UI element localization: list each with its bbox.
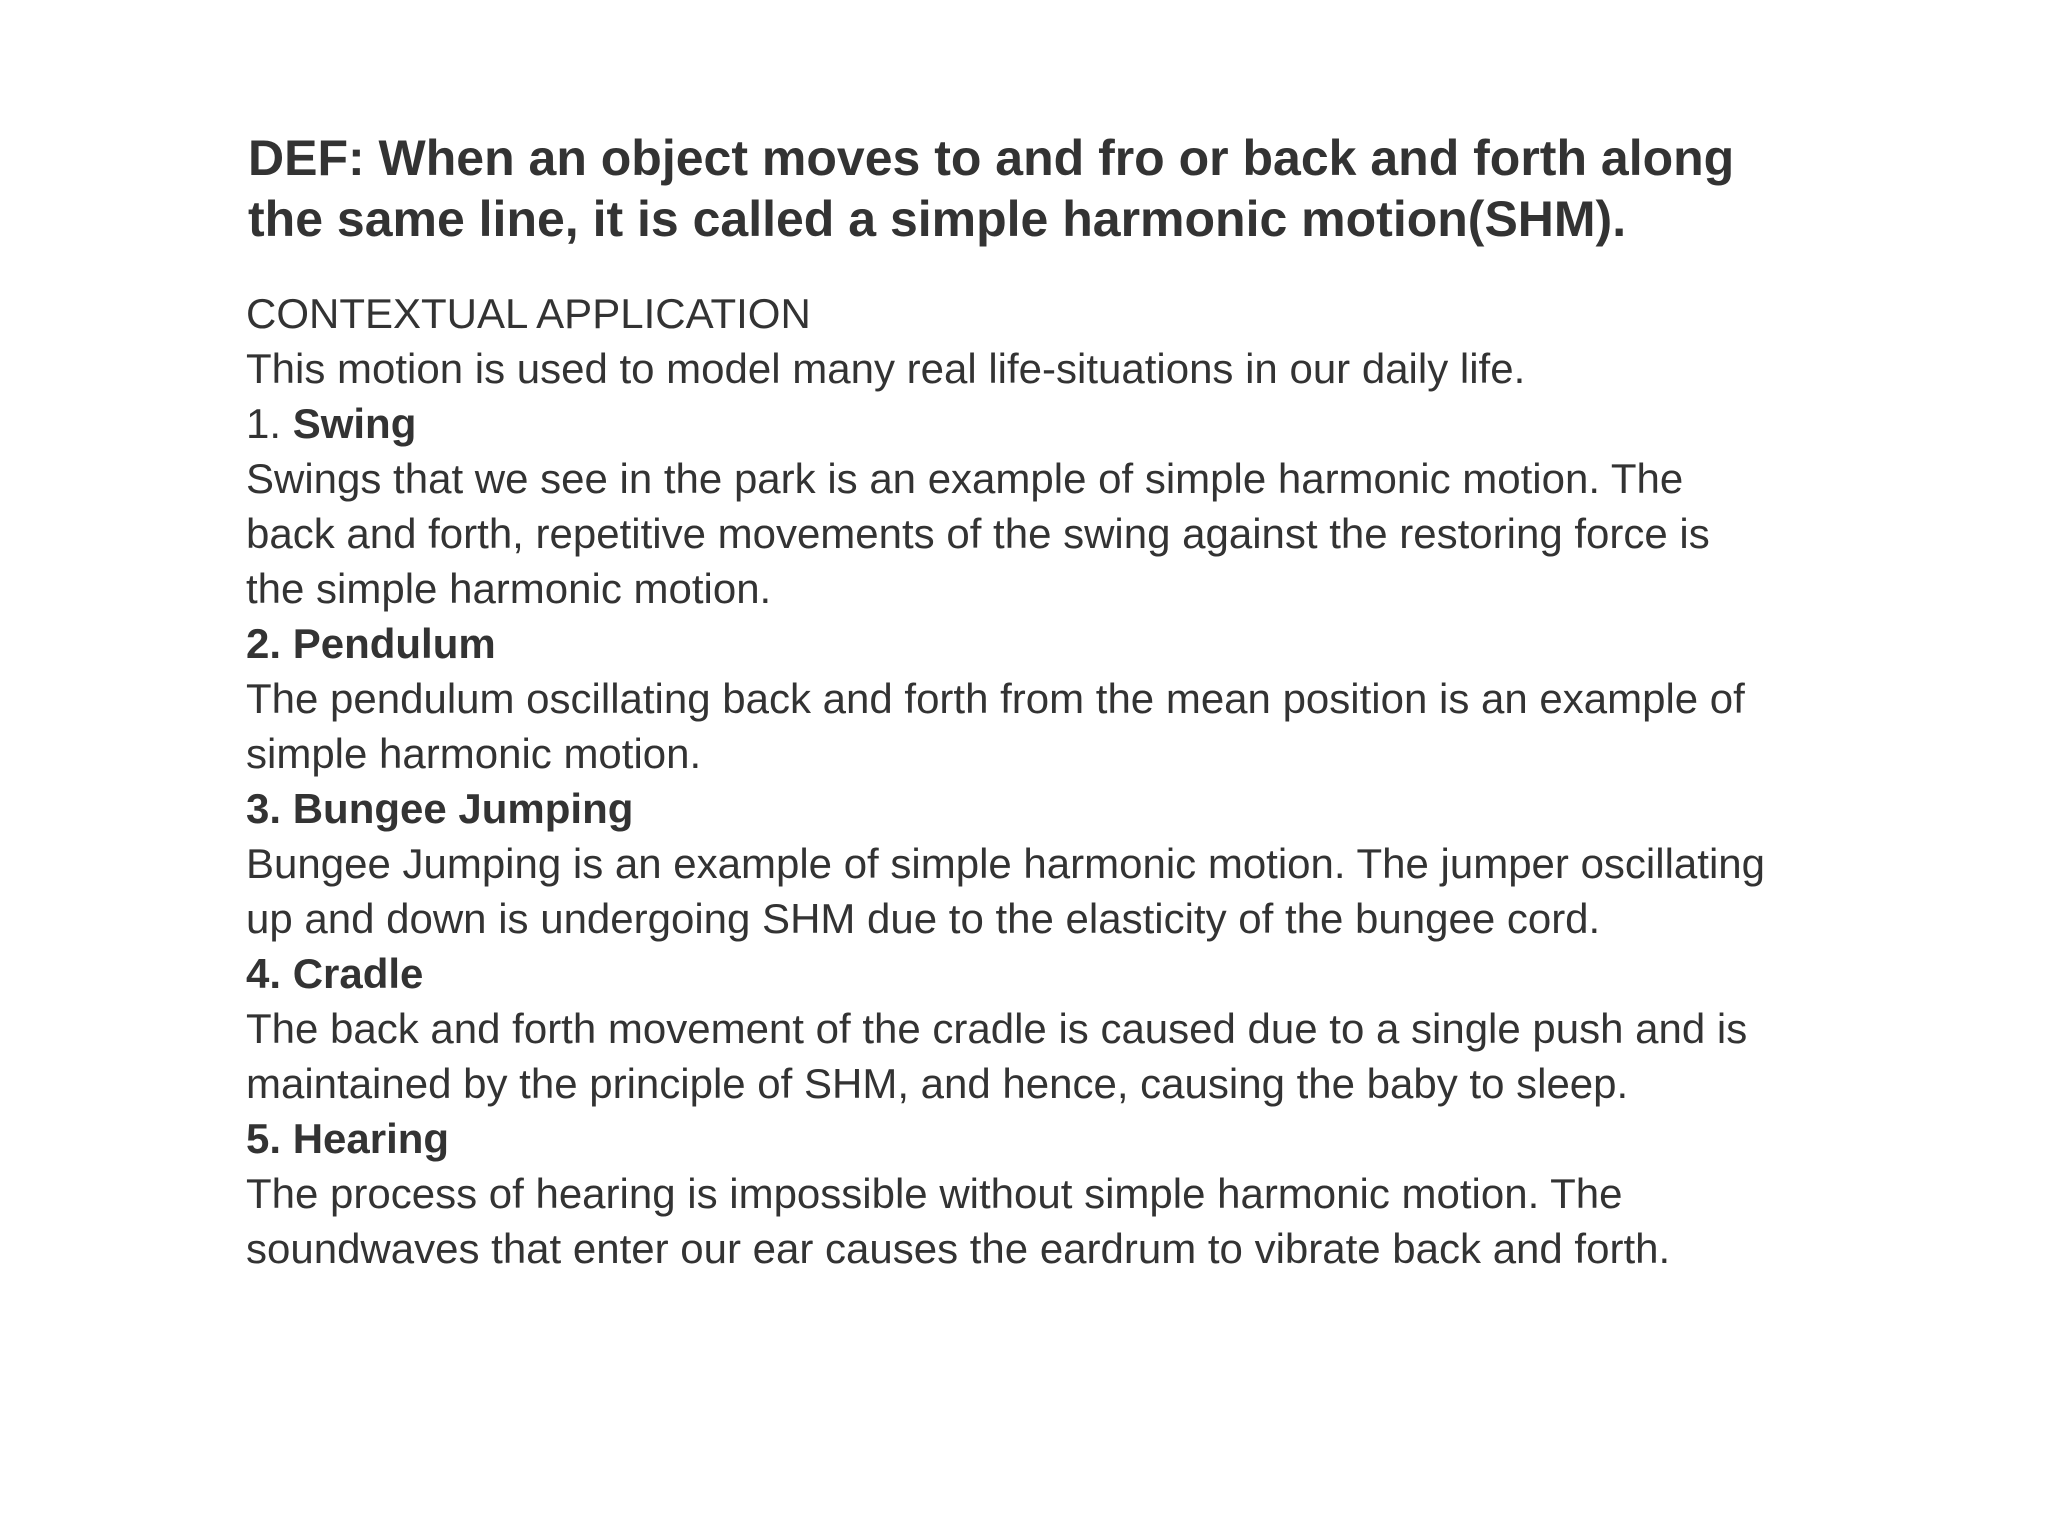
item-heading bbox=[246, 946, 2006, 1001]
item-text-line: soundwaves that enter our ear causes the eardrum to vibrate back and forth. bbox=[246, 1225, 1671, 1272]
item-text-line: The back and forth movement of the cradle is caused due to a single push and is bbox=[246, 1005, 1748, 1052]
intro-text: This motion is used to model many real life-situations in our daily life. bbox=[246, 345, 1526, 392]
item-number: 4. bbox=[246, 950, 293, 997]
item-title: Hearing bbox=[292, 1115, 450, 1162]
list-item-cradle bbox=[246, 946, 2006, 1111]
item-text-line: the simple harmonic motion. bbox=[246, 565, 772, 612]
item-number: 2. bbox=[246, 620, 293, 667]
item-number: 3. bbox=[246, 785, 293, 832]
definition-line-2: the same line, it is called a simple harmonic motion(SHM). bbox=[248, 191, 1627, 247]
item-text-line: The pendulum oscillating back and forth from the mean position is an example of bbox=[246, 675, 1745, 722]
list-item-swing bbox=[246, 396, 2006, 616]
list-item-pendulum bbox=[246, 616, 2006, 781]
item-heading bbox=[246, 781, 2006, 836]
item-heading bbox=[246, 616, 2006, 671]
item-heading bbox=[246, 396, 2006, 451]
item-number: 5. bbox=[246, 1115, 293, 1162]
item-title: Bungee Jumping bbox=[292, 785, 634, 832]
item-title: Swing bbox=[292, 400, 417, 447]
item-title: Pendulum bbox=[292, 620, 496, 667]
definition-line-1: DEF: When an object moves to and fro or back and forth along bbox=[248, 130, 1735, 186]
item-text-line: simple harmonic motion. bbox=[246, 730, 702, 777]
list-item-hearing bbox=[246, 1111, 2006, 1276]
item-heading bbox=[246, 1111, 2006, 1166]
item-text-line: maintained by the principle of SHM, and hence, causing the baby to sleep. bbox=[246, 1060, 1629, 1107]
item-text-line: Bungee Jumping is an example of simple harmonic motion. The jumper oscillating bbox=[246, 840, 1765, 887]
list-item-bungee-jumping bbox=[246, 781, 2006, 946]
section-heading: CONTEXTUAL APPLICATION bbox=[246, 290, 811, 337]
item-number: 1. bbox=[246, 400, 293, 447]
item-text-line: Swings that we see in the park is an example of simple harmonic motion. The bbox=[246, 455, 1684, 502]
item-text-line: The process of hearing is impossible without simple harmonic motion. The bbox=[246, 1170, 1623, 1217]
contextual-application-section bbox=[246, 286, 2006, 1276]
item-title: Cradle bbox=[292, 950, 424, 997]
item-text-line: back and forth, repetitive movements of the swing against the restoring force is bbox=[246, 510, 1710, 557]
item-text-line: up and down is undergoing SHM due to the elasticity of the bungee cord. bbox=[246, 895, 1601, 942]
definition-heading bbox=[248, 128, 1948, 250]
